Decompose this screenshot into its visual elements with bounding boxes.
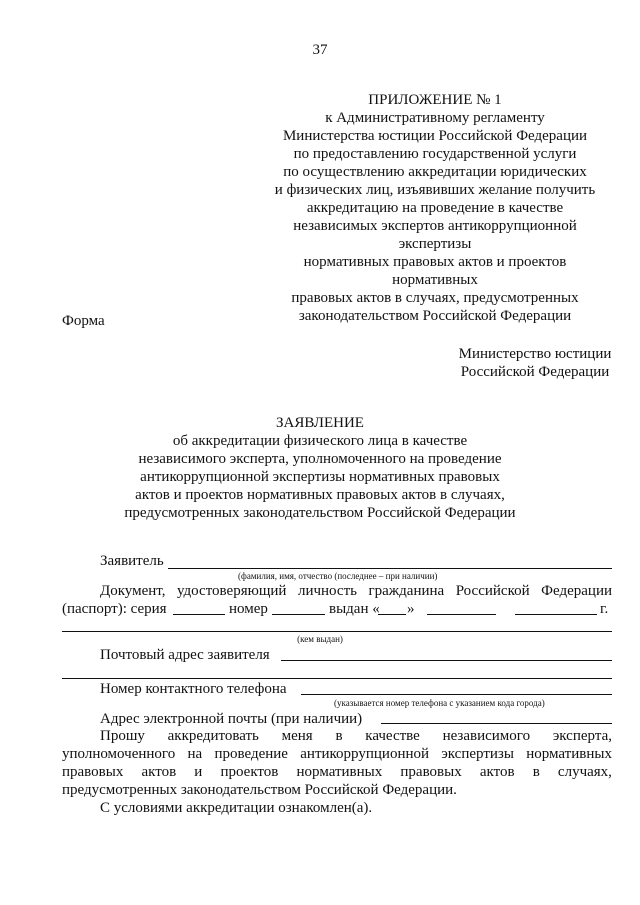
phone-hint: (указывается номер телефона с указанием кода города) [334,698,545,708]
word: случаях, [557,764,612,780]
recipient-block [440,345,630,381]
word: аккредитовать [167,728,259,744]
statement-line: об аккредитации физического лица в качестве [172,433,468,449]
word: проектов [220,764,279,780]
request-line [62,745,612,763]
acknowledge-line: С условиями аккредитации ознакомлен(а). [100,800,373,816]
word: личность [297,583,357,599]
appendix-line: законодательством Российской Федерации [298,308,572,324]
request-line [62,763,612,781]
word: проведение [214,746,288,762]
word: в [532,764,540,780]
appendix-line: по предоставлению государственной услуги [293,146,577,162]
passport-year-field[interactable] [515,614,597,615]
appendix-line: правовых актов в случаях, предусмотренных [291,290,579,306]
applicant-name-field[interactable] [168,568,612,569]
word: нормативных [296,764,383,780]
appendix-line: независимых экспертов антикоррупционной экспертизы [293,218,577,252]
word: уполномоченного [62,746,176,762]
word: правовых [400,764,462,780]
passport-issued-label: выдан « [329,601,380,617]
appendix-line: по осуществлению аккредитации юридических [283,164,587,180]
email-label: Адрес электронной почты (при наличии) [100,711,363,727]
word: экспертизы [441,746,514,762]
word: Российской [455,583,530,599]
year-suffix: г. [600,601,609,617]
passport-day-field[interactable] [378,614,406,615]
word: качестве [365,728,420,744]
postal-address-field[interactable] [281,660,612,661]
word: удостоверяющий [176,583,287,599]
passport-series-label: (паспорт): серия [62,601,167,617]
word: независимого [442,728,531,744]
phone-field[interactable] [301,694,612,695]
word: антикоррупционной [300,746,430,762]
appendix-line: и физических лиц, изъявивших желание получить [274,182,596,198]
email-field[interactable] [381,723,612,724]
statement-line: антикоррупционной экспертизы нормативных правовых [140,469,500,485]
passport-issued-close: » [407,601,415,617]
appendix-line: нормативных правовых актов и проектов нормативных [303,254,567,288]
statement-title: ЗАЯВЛЕНИЕ [276,415,364,431]
word: эксперта, [552,728,612,744]
word: Прошу [100,728,145,744]
word: в [335,728,343,744]
word: Документ, [100,583,166,599]
phone-label: Номер контактного телефона [100,681,287,697]
word: актов [141,764,177,780]
appendix-line: аккредитацию на проведение в качестве [306,200,564,216]
statement-line: независимого эксперта, уполномоченного на проведение [138,451,502,467]
page-number: 37 [312,42,328,58]
request-line-last: предусмотренных законодательством Российской Федерации. [62,782,457,798]
passport-series-field[interactable] [173,614,225,615]
appendix-line: Министерства юстиции Российской Федерации [282,128,588,144]
issued-by-hint: (кем выдан) [297,634,343,644]
postal-address-field-2[interactable] [62,678,612,679]
document-line [100,582,612,600]
passport-number-field[interactable] [272,614,325,615]
word: и [194,764,203,780]
statement-line: актов и проектов нормативных правовых актов в случаях, [135,487,505,503]
word: нормативных [526,746,612,762]
issued-by-field[interactable] [62,631,612,632]
passport-month-field[interactable] [427,614,496,615]
statement-lines [0,432,640,522]
word: Федерации [541,583,612,599]
applicant-hint: (фамилия, имя, отчество (последнее – при наличии) [238,571,438,581]
word: меня [281,728,313,744]
form-label: Форма [62,313,105,329]
word: правовых [62,764,124,780]
appendix-lines [260,109,610,325]
statement-line: предусмотренных законодательством Российской Федерации [124,505,516,521]
recipient-line: Министерство юстиции [458,346,612,362]
word: актов [479,764,515,780]
recipient-line: Российской Федерации [460,364,610,380]
passport-number-label: номер [229,601,268,617]
word: гражданина [368,583,445,599]
appendix-title: ПРИЛОЖЕНИЕ № 1 [368,92,502,108]
applicant-label: Заявитель [100,553,164,569]
postal-label: Почтовый адрес заявителя [100,647,270,663]
request-line [100,727,612,745]
word: на [187,746,203,762]
appendix-line: к Административному регламенту [325,110,545,126]
